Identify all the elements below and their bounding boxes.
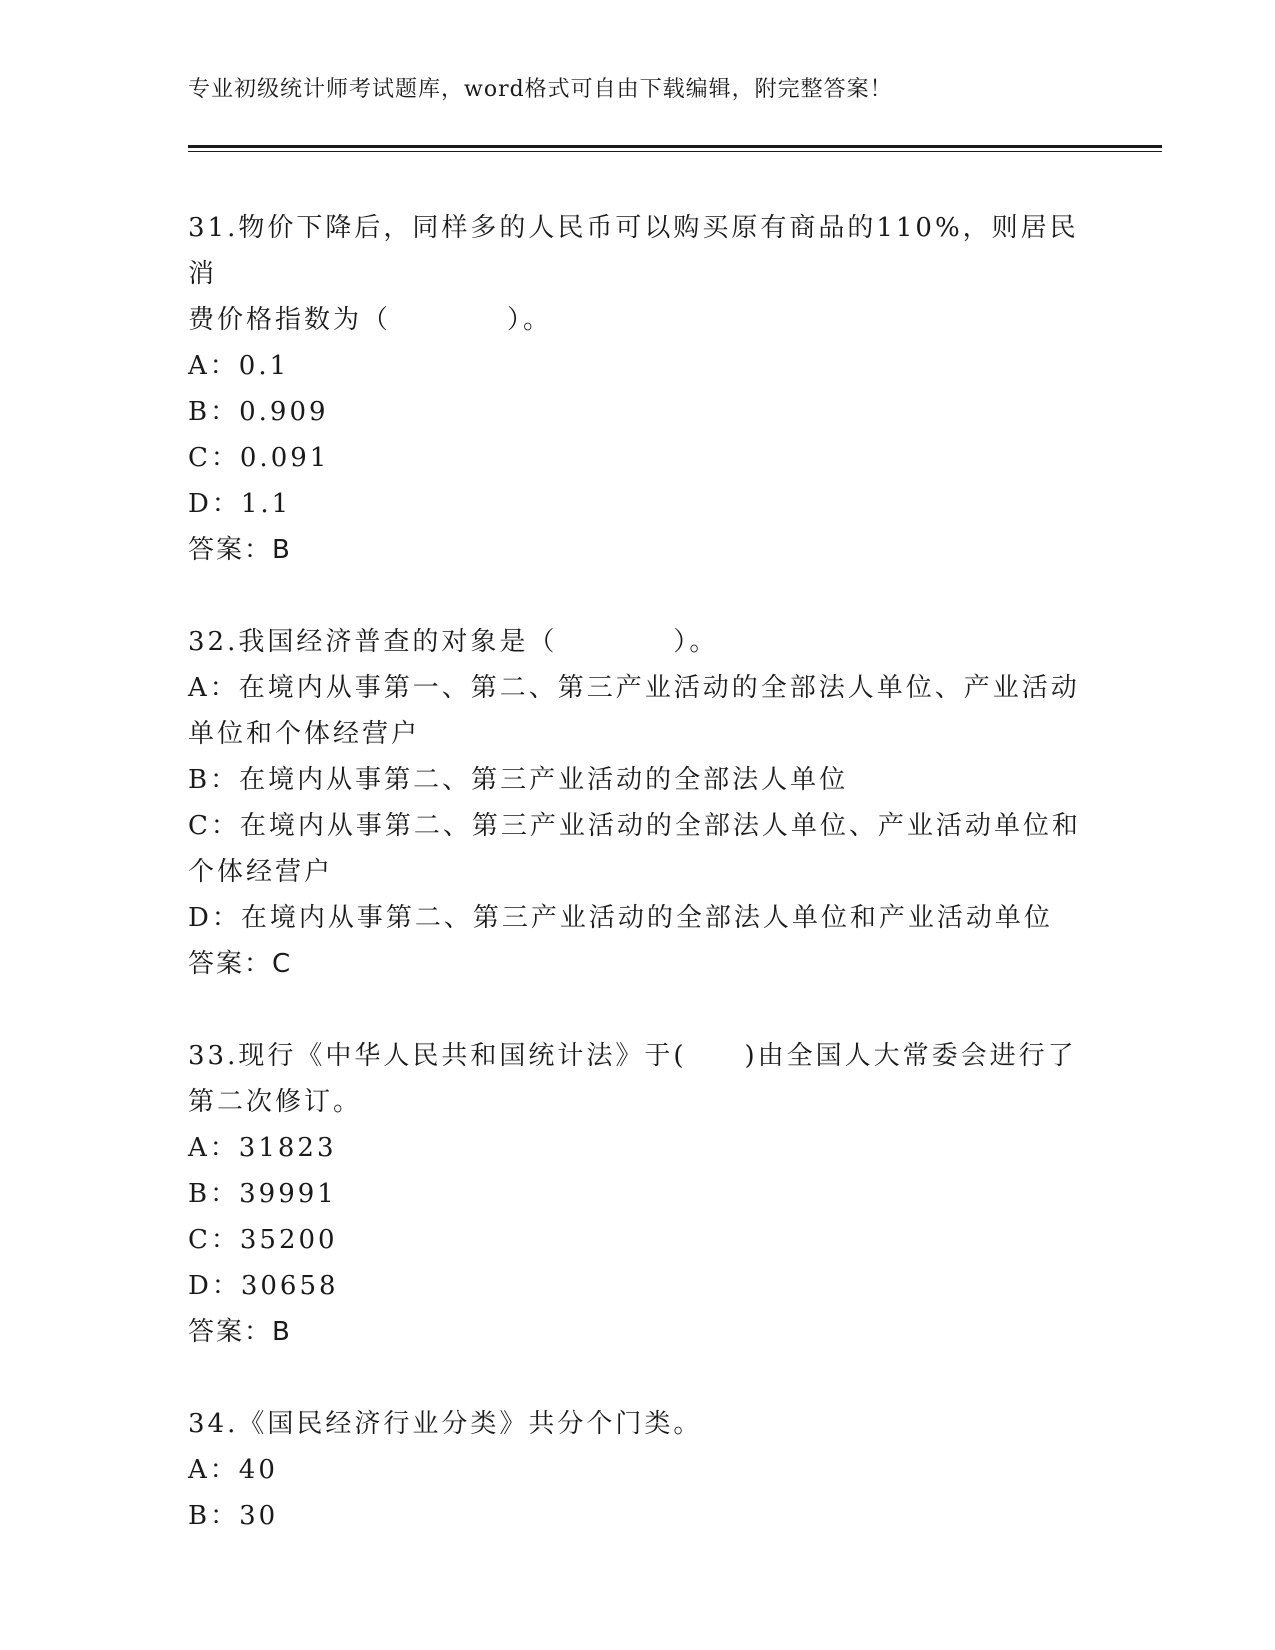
- option-line: A：40: [188, 1455, 278, 1485]
- option-line: A：0.1: [188, 351, 290, 381]
- header-rule-thick: [188, 145, 1162, 148]
- question-stem-line: 33.现行《中华人民共和国统计法》于( )由全国人大常委会进行了: [188, 1041, 1077, 1071]
- question-stem-line: 费价格指数为（ ）。: [188, 305, 553, 335]
- question-block: [188, 619, 1088, 987]
- option-line: C：35200: [188, 1225, 338, 1255]
- answer-line: 答案：B: [188, 535, 292, 565]
- page-header: 专业初级统计师考试题库，word格式可自由下载编辑，附完整答案！: [188, 77, 893, 102]
- option-line: B：0.909: [188, 397, 329, 427]
- answer-line: 答案：B: [188, 1317, 292, 1347]
- option-line: D：30658: [188, 1271, 339, 1301]
- option-line: B：在境内从事第二、第三产业活动的全部法人单位: [188, 765, 849, 795]
- header-rule-thin: [188, 151, 1162, 152]
- option-line: 个体经营户: [188, 857, 334, 887]
- option-line: A：在境内从事第一、第二、第三产业活动的全部法人单位、产业活动: [188, 673, 1080, 703]
- answer-line: 答案：C: [188, 949, 293, 979]
- option-line: D：在境内从事第二、第三产业活动的全部法人单位和产业活动单位: [188, 903, 1053, 933]
- option-line: B：30: [188, 1501, 279, 1531]
- option-line: 单位和个体经营户: [188, 719, 421, 749]
- question-stem-line: 第二次修订。: [188, 1087, 363, 1117]
- question-block: [188, 1401, 1088, 1539]
- option-line: D：1.1: [188, 489, 292, 519]
- question-block: [188, 1033, 1088, 1355]
- option-line: A：31823: [188, 1133, 337, 1163]
- option-line: B：39991: [188, 1179, 337, 1209]
- question-stem-line: 34.《国民经济行业分类》共分个门类。: [188, 1409, 703, 1439]
- question-block: [188, 205, 1088, 573]
- option-line: C：0.091: [188, 443, 330, 473]
- question-stem-line: 31.物价下降后，同样多的人民币可以购买原有商品的110%，则居民消: [188, 213, 1079, 289]
- question-stem-line: 32.我国经济普查的对象是（ ）。: [188, 627, 719, 657]
- question-list: [188, 205, 1088, 1585]
- option-line: C：在境内从事第二、第三产业活动的全部法人单位、产业活动单位和: [188, 811, 1081, 841]
